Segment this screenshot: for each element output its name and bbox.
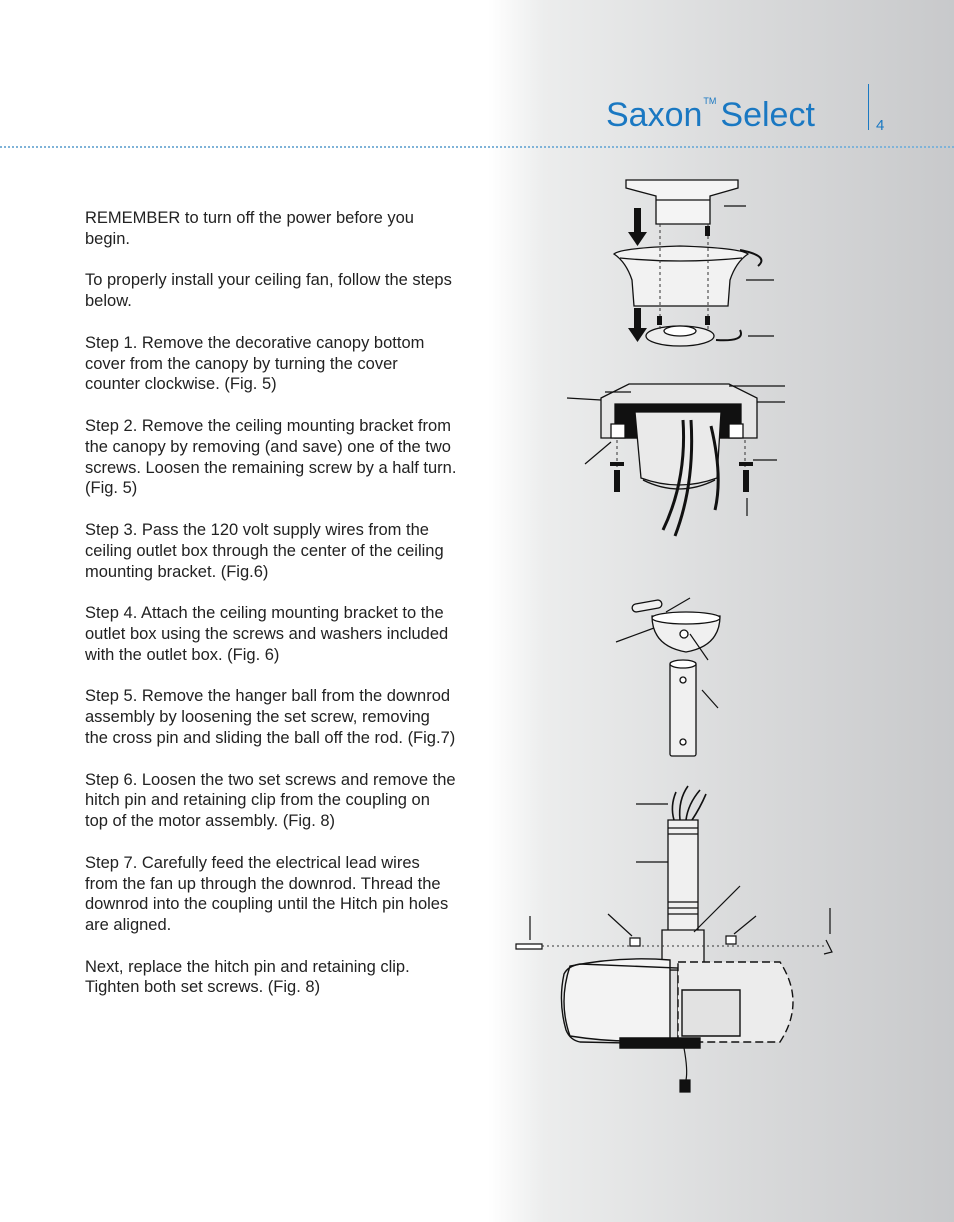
instruction-paragraph: Step 1. Remove the decorative canopy bottom cover from the canopy by turning the cover counter clockwise. (Fig. 5) [85,333,425,394]
brand-name: Saxon [606,96,703,134]
instruction-paragraph: Step 2. Remove the ceiling mounting bracket from the canopy by removing (and save) one of the two screws. Loosen the remaining screw by a half turn. (Fig. 5) [85,416,457,498]
fig-6-outlet-box-diagram [565,380,790,545]
instruction-paragraph: Step 5. Remove the hanger ball from the downrod assembly by loosening the set screw, removing the cross pin and sliding the ball off the rod. (Fig.7) [85,687,456,747]
instruction-paragraph: Next, replace the hitch pin and retaining clip. Tighten both set screws. (Fig. 8) [85,957,410,997]
page-title [606,96,815,135]
fig-5-canopy-diagram [560,170,790,360]
instruction-paragraph: Step 4. Attach the ceiling mounting bracket to the outlet box using the screws and washers included with the outlet box. (Fig. 6) [85,604,449,664]
fig-8-motor-coupling-diagram [510,780,840,1100]
instruction-paragraph: Step 7. Carefully feed the electrical lead wires from the fan up through the downrod. Thread the downrod into the coupling until the Hitch pin holes are aligned. [85,853,449,935]
instruction-paragraph: To properly install your ceiling fan, follow the steps below. [85,271,452,311]
instructions-text [85,208,457,1019]
trademark-mark: TM [703,96,717,106]
product-name: Select [720,96,815,134]
instruction-paragraph: Step 6. Loosen the two set screws and remove the hitch pin and retaining clip from the coupling on top of the motor assembly. (Fig. 8) [85,770,456,831]
header-vertical-rule [868,84,869,130]
page-number: 4 [876,117,885,134]
fig-7-hanger-ball-diagram [610,590,730,765]
instruction-paragraph: Step 3. Pass the 120 volt supply wires from the ceiling outlet box through the center of the ceiling mounting bracket. (Fig.6) [85,520,444,581]
header-dotted-rule [0,146,954,148]
instruction-paragraph: REMEMBER to turn off the power before you begin. [85,209,414,248]
